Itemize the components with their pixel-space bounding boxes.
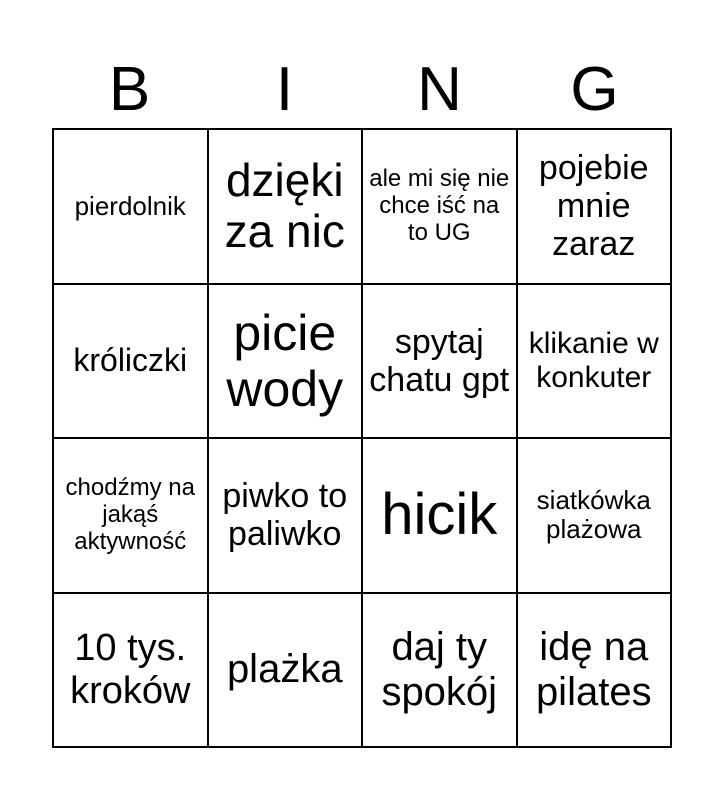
bingo-cell-text: ale mi się nie chce iść na to UG: [369, 164, 510, 246]
bingo-board: [52, 128, 672, 748]
bingo-cell[interactable]: [209, 439, 364, 594]
bingo-cell[interactable]: [209, 594, 364, 749]
header-letter-b: B: [108, 55, 151, 124]
bingo-cell[interactable]: [518, 594, 673, 749]
bingo-cell[interactable]: [518, 130, 673, 285]
bingo-cell-text: chodźmy na jakąś aktywność: [65, 473, 195, 555]
bingo-cell[interactable]: [54, 285, 209, 440]
bingo-cell-text: spytaj chatu gpt: [369, 322, 510, 399]
bingo-cell-text: siatkówka plażowa: [536, 485, 651, 545]
bingo-cell-text: 10 tys. kroków: [70, 627, 191, 712]
header-letter-n: N: [417, 55, 462, 124]
bingo-cell-text: idę na pilates: [535, 624, 652, 714]
bingo-cell[interactable]: [209, 130, 364, 285]
bingo-cell-text: daj ty spokój: [381, 624, 498, 714]
header-letter-g: G: [570, 55, 619, 124]
bingo-cell[interactable]: [363, 285, 518, 440]
bingo-cell-text: hicik: [381, 481, 498, 547]
bingo-header: [52, 52, 672, 128]
bingo-cell[interactable]: [363, 130, 518, 285]
bingo-cell[interactable]: [54, 130, 209, 285]
bingo-cell-text: klikanie w konkuter: [528, 327, 659, 394]
bingo-cell-text: króliczki: [73, 341, 188, 378]
bingo-cell-text: plażka: [226, 647, 343, 692]
bingo-cell[interactable]: [54, 594, 209, 749]
bingo-cell[interactable]: [518, 285, 673, 440]
bingo-cell[interactable]: [518, 439, 673, 594]
bingo-cell[interactable]: [54, 439, 209, 594]
header-letter-i: I: [275, 55, 294, 124]
bingo-cell[interactable]: [209, 285, 364, 440]
bingo-cell[interactable]: [363, 594, 518, 749]
bingo-cell-text: picie wody: [226, 304, 344, 417]
bingo-cell-text: piwko to paliwko: [222, 477, 348, 554]
bingo-cell-text: dzięki za nic: [224, 153, 345, 258]
bingo-cell-text: pierdolnik: [74, 190, 186, 221]
bingo-cell[interactable]: [363, 439, 518, 594]
bingo-cell-text: pojebie mnie zaraz: [538, 149, 649, 264]
